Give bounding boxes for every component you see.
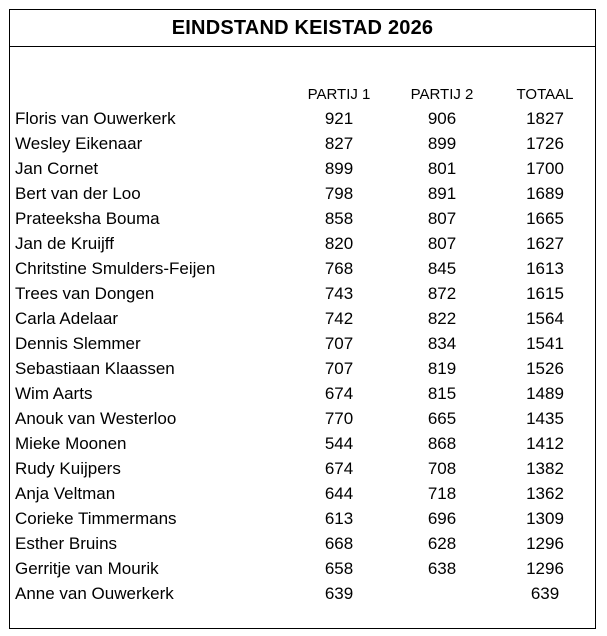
table-row	[10, 506, 595, 531]
sheet-title: EINDSTAND KEISTAD 2026	[10, 10, 595, 47]
score-partij-1: 707	[324, 334, 354, 353]
player-name: Sebastiaan Klaassen	[15, 359, 175, 378]
score-partij-2: 906	[427, 109, 457, 128]
table-row	[10, 581, 595, 606]
score-partij-1: 644	[324, 484, 354, 503]
table-row	[10, 356, 595, 381]
table-row	[10, 181, 595, 206]
table-row	[10, 306, 595, 331]
score-partij-1: 798	[324, 184, 354, 203]
score-partij-1: 770	[324, 409, 354, 428]
score-partij-2: 801	[427, 159, 457, 178]
score-partij-1: 639	[324, 584, 354, 603]
score-partij-2: 899	[427, 134, 457, 153]
score-partij-1: 768	[324, 259, 354, 278]
score-partij-1: 668	[324, 534, 354, 553]
score-partij-2: 822	[427, 309, 457, 328]
score-partij-1: 827	[324, 134, 354, 153]
score-partij-1: 743	[324, 284, 354, 303]
player-name: Prateeksha Bouma	[15, 209, 160, 228]
score-partij-2: 872	[427, 284, 457, 303]
player-name: Carla Adelaar	[15, 309, 119, 328]
score-partij-2: 665	[427, 409, 457, 428]
table-row	[10, 156, 595, 181]
score-totaal: 1700	[526, 159, 564, 178]
player-name: Corieke Timmermans	[15, 509, 177, 528]
player-name: Mieke Moonen	[15, 434, 127, 453]
player-name: Jan Cornet	[15, 159, 99, 178]
score-partij-2: 868	[427, 434, 457, 453]
score-partij-1: 921	[324, 109, 354, 128]
score-totaal: 1526	[526, 359, 564, 378]
score-partij-2: 845	[427, 259, 457, 278]
score-partij-2: 628	[427, 534, 457, 553]
score-totaal: 1689	[526, 184, 564, 203]
player-name: Trees van Dongen	[15, 284, 155, 303]
score-partij-1: 742	[324, 309, 354, 328]
score-totaal: 1296	[526, 534, 564, 553]
column-header-totaal: TOTAAL	[516, 86, 574, 103]
score-partij-1: 658	[324, 559, 354, 578]
table-row	[10, 106, 595, 131]
score-partij-2: 807	[427, 234, 457, 253]
table-row	[10, 206, 595, 231]
score-partij-1: 613	[324, 509, 354, 528]
score-totaal: 1564	[526, 309, 564, 328]
score-totaal: 1435	[526, 409, 564, 428]
table-row	[10, 481, 595, 506]
player-name: Jan de Kruijff	[15, 234, 114, 253]
score-totaal: 1665	[526, 209, 564, 228]
score-partij-1: 674	[324, 459, 354, 478]
score-partij-1: 820	[324, 234, 354, 253]
standings-sheet	[9, 9, 596, 629]
table-row	[10, 231, 595, 256]
score-totaal: 1309	[526, 509, 564, 528]
score-totaal: 1541	[526, 334, 564, 353]
score-totaal: 1412	[526, 434, 564, 453]
score-partij-1: 858	[324, 209, 354, 228]
player-name: Anne van Ouwerkerk	[15, 584, 174, 603]
column-header-partij-2: PARTIJ 2	[410, 86, 474, 103]
standings-table-body	[10, 106, 595, 606]
score-partij-2: 696	[427, 509, 457, 528]
table-row	[10, 531, 595, 556]
score-partij-1: 707	[324, 359, 354, 378]
score-partij-2: 815	[427, 384, 457, 403]
score-partij-2: 819	[427, 359, 457, 378]
player-name: Floris van Ouwerkerk	[15, 109, 176, 128]
table-row	[10, 331, 595, 356]
table-row	[10, 131, 595, 156]
score-partij-1: 674	[324, 384, 354, 403]
player-name: Gerritje van Mourik	[15, 559, 159, 578]
table-row	[10, 281, 595, 306]
player-name: Dennis Slemmer	[15, 334, 141, 353]
player-name: Wesley Eikenaar	[15, 134, 143, 153]
score-partij-2: 718	[427, 484, 457, 503]
player-name: Esther Bruins	[15, 534, 118, 553]
player-name: Rudy Kuijpers	[15, 459, 121, 478]
score-partij-1: 899	[324, 159, 354, 178]
score-totaal: 1827	[526, 109, 564, 128]
score-partij-2: 891	[427, 184, 457, 203]
column-header-partij-1: PARTIJ 1	[307, 86, 371, 103]
player-name: Anja Veltman	[15, 484, 116, 503]
table-row	[10, 381, 595, 406]
score-totaal: 639	[530, 584, 560, 603]
score-totaal: 1726	[526, 134, 564, 153]
column-header-row	[10, 84, 595, 106]
score-totaal: 1627	[526, 234, 564, 253]
score-partij-2: 834	[427, 334, 457, 353]
score-totaal: 1613	[526, 259, 564, 278]
score-totaal: 1362	[526, 484, 564, 503]
player-name: Anouk van Westerloo	[15, 409, 177, 428]
score-partij-2: 708	[427, 459, 457, 478]
table-row	[10, 556, 595, 581]
player-name: Wim Aarts	[15, 384, 93, 403]
score-totaal: 1489	[526, 384, 564, 403]
table-row	[10, 456, 595, 481]
score-totaal: 1615	[526, 284, 564, 303]
score-partij-2: 638	[427, 559, 457, 578]
player-name: Chritstine Smulders-Feijen	[15, 259, 216, 278]
score-partij-1: 544	[324, 434, 354, 453]
score-totaal: 1382	[526, 459, 564, 478]
score-partij-2: 807	[427, 209, 457, 228]
table-row	[10, 256, 595, 281]
score-totaal: 1296	[526, 559, 564, 578]
table-row	[10, 406, 595, 431]
player-name: Bert van der Loo	[15, 184, 141, 203]
table-row	[10, 431, 595, 456]
